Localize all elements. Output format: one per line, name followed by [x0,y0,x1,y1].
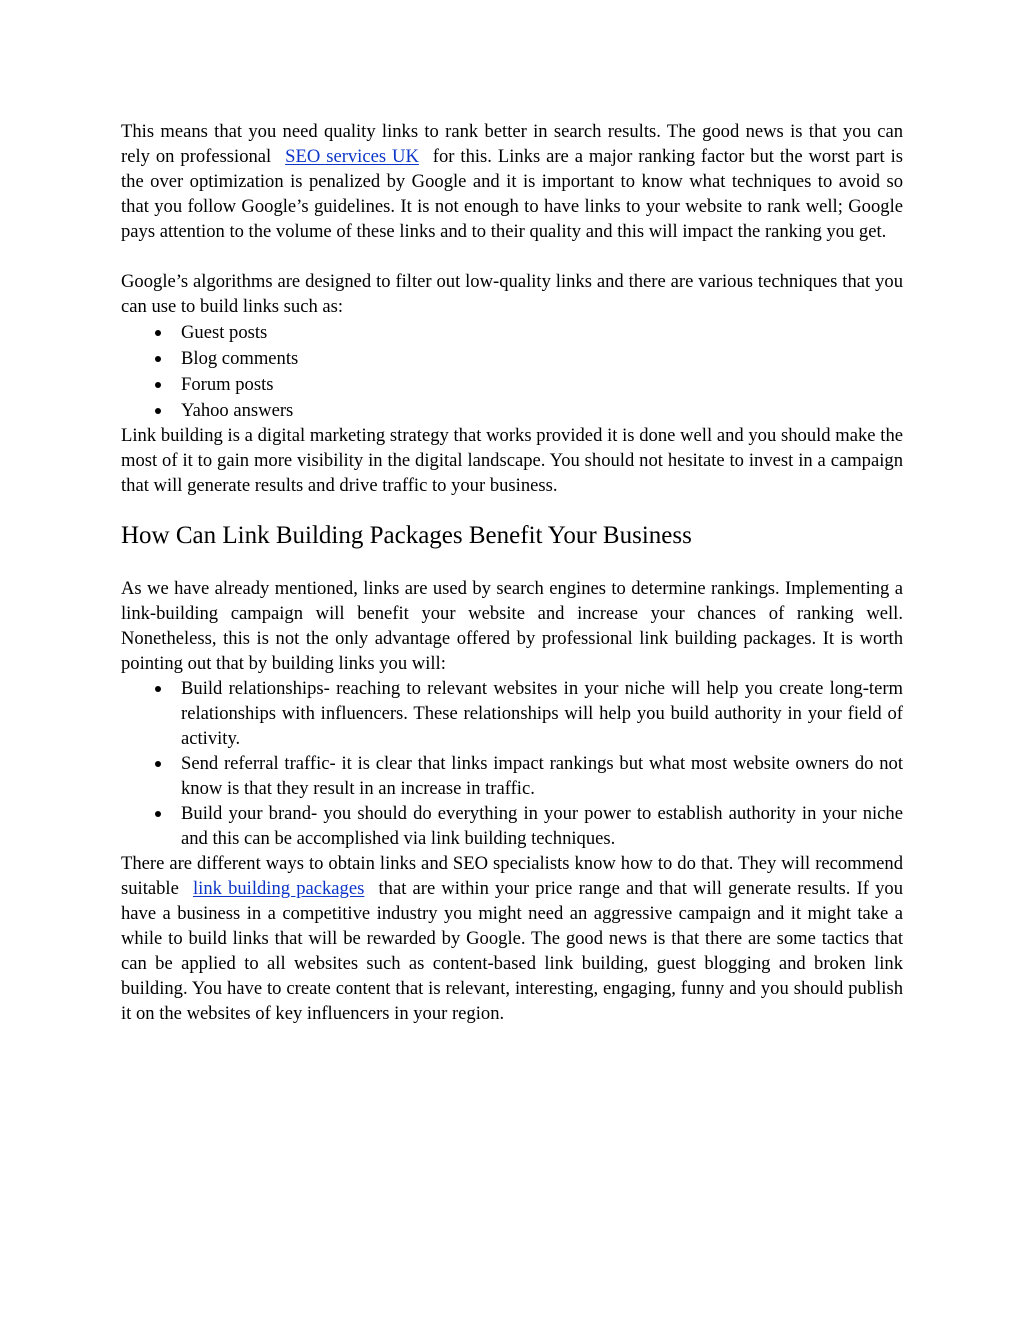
list-item [121,398,903,423]
seo-services-uk-link[interactable]: SEO services UK [285,146,419,167]
intro-paragraph-2: Google’s algorithms are designed to filter out low-quality links and there are various techniques that you can use to build links such as: [121,271,903,317]
list-item-label: Guest posts [181,322,268,343]
intro-paragraph-3: Link building is a digital marketing strategy that works provided it is done well and you should make the most of it to gain more visibility in the digital landscape. You should not hesitate to invest in a campaign that will generate results and drive traffic to your business. [121,425,903,496]
list-item-label: Send referral traffic- it is clear that links impact rankings but what most website owners do not know is that they result in an increase in traffic. [181,753,903,799]
section-paragraph-2 [121,851,903,1026]
list-item [121,751,903,801]
intro-p1-text-after: for this. Links are a major ranking factor but the worst part is the over optimization is penalized by Google and it is important to know what techniques to avoid so that you follow Google’s guidelines. It is not enough to have links to your website to rank well; Google pays attention to the volume of these links and to their quality and this will impact the ranking you get. [121,146,903,242]
bullet-icon [155,330,161,336]
list-item-label: Build relationships- reaching to relevant websites in your niche will help you create long-term relationships with influencers. These relationships will help you build authority in your field of activity. [181,678,903,749]
bullet-icon [155,408,161,414]
list-item [121,346,903,371]
section-paragraph-1: As we have already mentioned, links are used by search engines to determine rankings. Implementing a link-building campaign will benefit your website and increase your chances of ranking well. Nonetheless, this is not the only advantage offered by professional link building packages. It is worth pointing out that by building links you will: [121,578,903,674]
list-item-label: Forum posts [181,374,274,395]
intro-p1-text-before: This means that you need quality links to rank better in search results. The good news is that you can rely on professional [121,121,903,167]
section-p2-text-after: that are within your price range and that will generate results. If you have a business in a competitive industry you might need an aggressive campaign and it might take a while to build links that will be rewarded by Google. The good news is that there are some tactics that can be applied to all websites such as content-based link building, guest blogging and broken link building. You have to create content that is relevant, interesting, engaging, funny and you should publish it on the websites of key influencers in your region. [121,878,903,1024]
list-item [121,372,903,397]
list-item-label: Yahoo answers [181,400,294,421]
bullet-icon [155,686,161,692]
section-heading: How Can Link Building Packages Benefit Your Business [121,522,692,549]
link-building-packages-link[interactable]: link building packages [193,878,365,899]
document-page [121,119,903,1026]
techniques-list [121,320,903,423]
list-item [121,320,903,345]
benefits-list [121,676,903,851]
list-item [121,676,903,751]
list-item [121,801,903,851]
bullet-icon [155,382,161,388]
bullet-icon [155,761,161,767]
bullet-icon [155,356,161,362]
intro-paragraph-1 [121,119,903,244]
list-item-label: Blog comments [181,348,299,369]
list-item-label: Build your brand- you should do everything in your power to establish authority in your niche and this can be accomplished via link building techniques. [181,803,903,849]
bullet-icon [155,811,161,817]
section-p2-text-before: There are different ways to obtain links and SEO specialists know how to do that. They will recommend suitable [121,853,903,899]
